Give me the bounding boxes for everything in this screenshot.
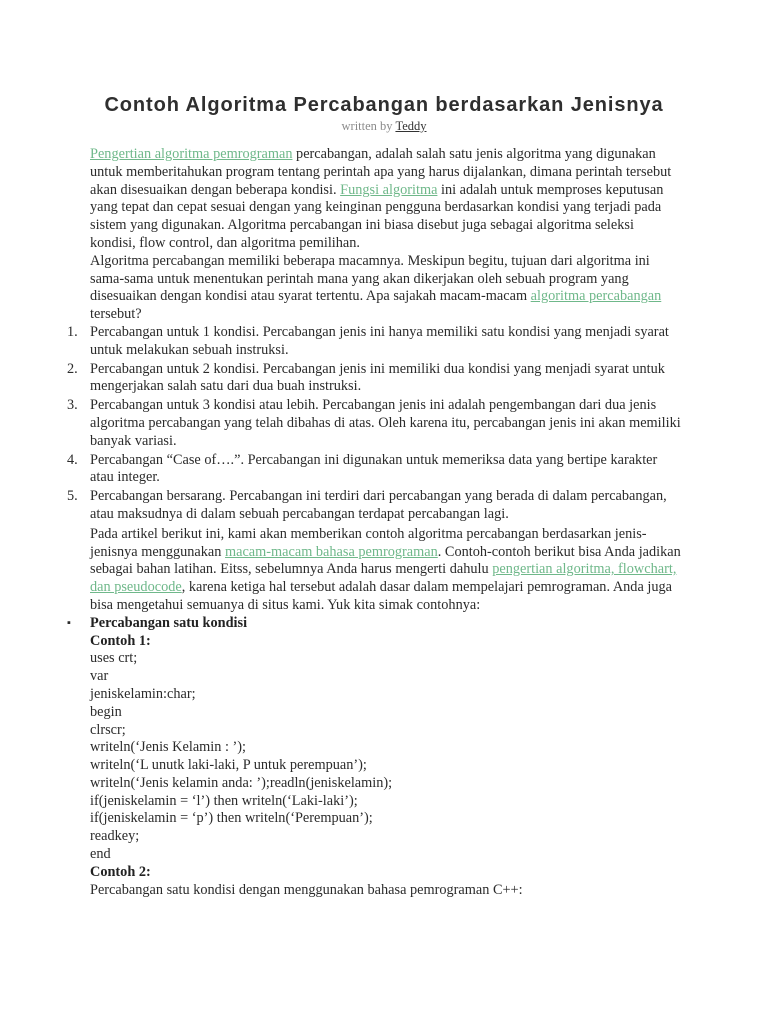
example-2-text: Percabangan satu kondisi dengan menggunakan bahasa pemrograman C++: <box>90 881 523 898</box>
author-link[interactable]: Teddy <box>395 119 427 133</box>
link-pengertian-flowchart-pseudocode[interactable]: pengertian algoritma, flowchart, dan pseudocode <box>90 561 677 596</box>
byline <box>0 119 768 134</box>
code-line: begin <box>90 703 122 720</box>
code-line: readkey; <box>90 828 140 845</box>
list-number: 2. <box>67 360 78 377</box>
list-item-text: Percabangan bersarang. Percabangan ini terdiri dari percabangan yang berada di dalam percabangan, atau maksudnya di dalam sebuah percabangan terdapat percabangan lagi. <box>90 488 667 522</box>
article-title: Contoh Algoritma Percabangan berdasarkan Jenisnya <box>104 94 664 116</box>
list-item-text: Percabangan untuk 2 kondisi. Percabangan jenis ini memiliki dua kondisi yang menjadi syarat untuk mengerjakan salah satu dari dua buah instruksi. <box>90 360 665 395</box>
bullet-square-icon: ▪ <box>67 616 71 629</box>
link-algoritma-percabangan[interactable]: algoritma percabangan <box>530 288 662 305</box>
list-item <box>67 397 682 450</box>
link-macam-bahasa-pemrograman[interactable]: macam-macam bahasa pemrograman <box>225 543 438 560</box>
types-intro-paragraph <box>90 253 682 324</box>
list-item <box>67 488 682 524</box>
list-number: 1. <box>67 323 78 340</box>
section-heading: Percabangan satu kondisi <box>90 614 248 631</box>
link-pengertian-algoritma[interactable]: Pengertian algoritma pemrograman <box>90 146 293 162</box>
list-item <box>67 323 682 360</box>
example-2-label: Contoh 2: <box>90 863 151 880</box>
list-item-text: Percabangan untuk 1 kondisi. Percabangan jenis ini hanya memiliki satu kondisi yang menjadi syarat untuk melakukan sebuah instruksi. <box>90 323 669 358</box>
list-number: 4. <box>67 451 78 468</box>
list-item-text: Percabangan untuk 3 kondisi atau lebih. Percabangan jenis ini adalah pengembangan dari dua jenis algoritma percabangan yang telah dibahas di atas. Oleh karena itu, percabangan jenis ini akan memiliki banyak variasi. <box>90 397 681 449</box>
example-1-label: Contoh 1: <box>90 632 151 649</box>
para2-text-end: tersebut? <box>90 306 142 323</box>
intro-paragraph <box>90 146 682 253</box>
para2-text: Algoritma percabangan memiliki beberapa macamnya. Meskipun begitu, tujuan dari algoritma ini sama-sama untuk menentukan perintah mana yang akan dikerjakan oleh sebuah program yang disesuaikan dengan kondisi atau syarat tertentu. Apa sajakah macam-macam <box>90 252 650 305</box>
list-item-text: Percabangan “Case of….”. Percabangan ini digunakan untuk memeriksa data yang bertipe karakter atau integer. <box>90 451 658 486</box>
section-one-condition <box>67 614 682 900</box>
article-body <box>67 146 682 899</box>
para3-text-2: . Contoh-contoh berikut bisa Anda jadikan sebagai bahan latihan. Eitss, sebelumnya Anda harus mengerti dahulu <box>90 543 681 578</box>
byline-prefix: written by <box>341 119 396 133</box>
intro-text-2: ini adalah untuk memproses keputusan yang tepat dan cepat sesuai dengan yang keinginan pengguna berdasarkan kondisi yang terjadi pada sistem yang digunakan. Algoritma percabangan ini biasa disebut juga sebagai algoritma seleksi kondisi, flow control, dan algoritma pemilihan. <box>90 181 664 251</box>
list-number: 3. <box>67 397 78 414</box>
code-line: var <box>90 668 109 685</box>
link-fungsi-algoritma[interactable]: Fungsi algoritma <box>340 181 438 198</box>
code-line: end <box>90 846 111 863</box>
code-line: writeln(‘Jenis Kelamin : ’); <box>90 739 247 756</box>
para3-text-3: , karena ketiga hal tersebut adalah dasar dalam mempelajari pemrograman. Anda juga bisa mengetahui semuanya di situs kami. Yuk kita simak contohnya: <box>90 579 672 613</box>
code-line: writeln(‘Jenis kelamin anda: ’);readln(jeniskelamin); <box>90 774 393 791</box>
list-item <box>67 360 682 397</box>
para3-text-1: Pada artikel berikut ini, kami akan memberikan contoh algoritma percabangan berdasarkan jenis-jenisnya menggunakan <box>90 525 647 560</box>
list-number: 5. <box>67 488 78 505</box>
list-item <box>67 451 682 488</box>
branching-types-list <box>67 323 682 524</box>
code-line: if(jeniskelamin = ‘p’) then writeln(‘Perempuan’); <box>90 810 373 827</box>
code-line: uses crt; <box>90 650 138 667</box>
examples-intro-paragraph <box>90 526 682 615</box>
code-line: if(jeniskelamin = ‘l’) then writeln(‘Laki-laki’); <box>90 792 358 809</box>
code-line: writeln(‘L unutk laki-laki, P untuk perempuan’); <box>90 757 367 774</box>
code-line: jeniskelamin:char; <box>90 685 196 702</box>
intro-text-1: percabangan, adalah salah satu jenis algoritma yang digunakan untuk memberitahukan program tentang perintah apa yang harus dijalankan, dimana perintah tersebut akan disesuaikan dengan beberapa kondisi. <box>90 146 672 198</box>
code-line: clrscr; <box>90 721 126 738</box>
